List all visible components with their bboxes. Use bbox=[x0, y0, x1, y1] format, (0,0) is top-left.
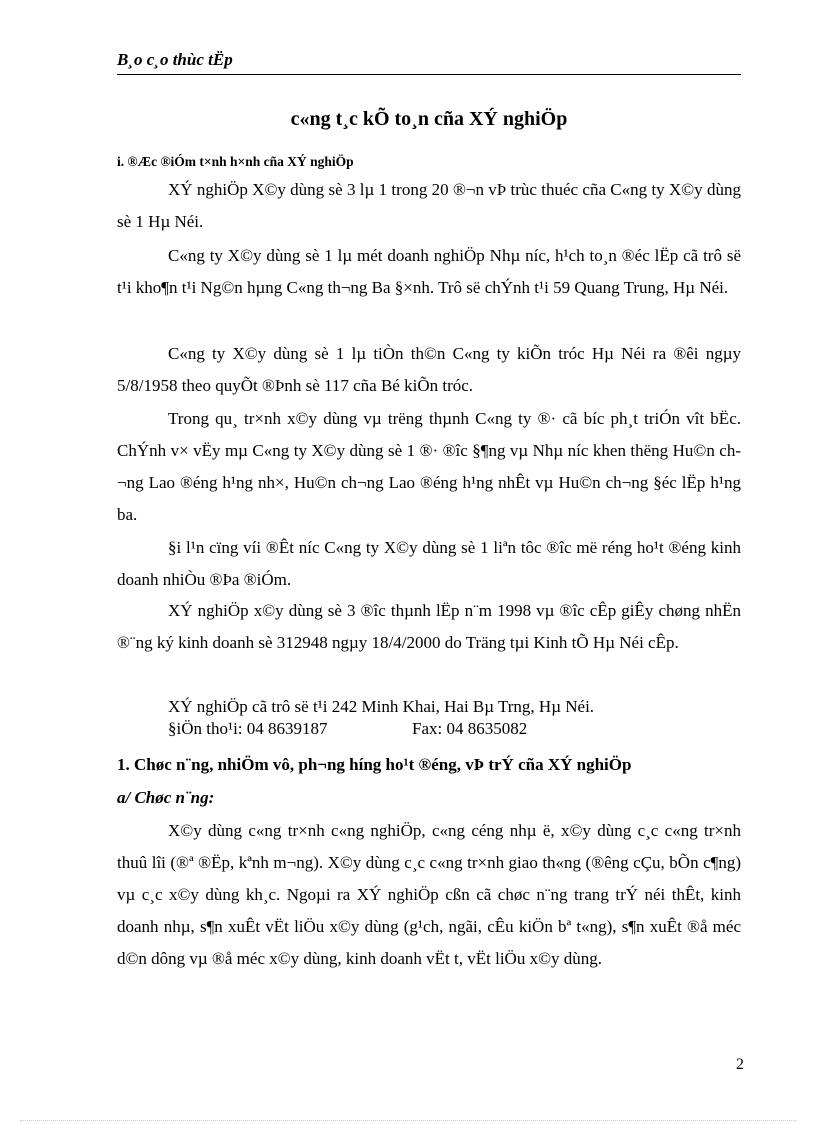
address-line: XÝ nghiÖp cã trô së t¹i 242 Minh Khai, Hai Bµ Trng, Hµ Néi. bbox=[168, 697, 595, 716]
heading-functions-duties: 1. Chøc n¨ng, nhiÖm vô, ph¬ng híng ho¹t ®éng, vÞ trÝ cña XÝ nghiÖp bbox=[117, 755, 632, 774]
document-header: B¸o c¸o thùc tËp bbox=[117, 50, 233, 69]
section-heading: i. ®Æc ®iÓm t×nh h×nh cña XÝ nghiÖp bbox=[117, 154, 354, 169]
header-divider bbox=[117, 74, 741, 75]
paragraph-3: C«ng ty X©y dùng sè 1 lµ tiÒn th©n C«ng ty kiÕn tróc Hµ Néi ra ®êi ngµy 5/8/1958 theo quyÕt ®Þnh sè 117 cña Bé kiÕn tróc. bbox=[117, 344, 741, 395]
paragraph-2: C«ng ty X©y dùng sè 1 lµ mét doanh nghiÖp Nhµ níc, h¹ch to¸n ®éc lËp cã trô së t¹i kho¶n t¹i Ng©n hµng C«ng th¬ng Ba §×nh. Trô së chÝnh t¹i 59 Quang Trung, Hµ Néi. bbox=[117, 246, 741, 297]
page-number: 2 bbox=[736, 1056, 744, 1073]
heading-functions: a/ Chøc n¨ng: bbox=[117, 788, 215, 807]
paragraph-6: XÝ nghiÖp x©y dùng sè 3 ®îc thµnh lËp n¨m 1998 vµ ®îc cÊp giÊy chøng nhËn ®¨ng ký kinh doanh sè 312948 ngµy 18/4/2000 do Träng tµi Kinh tÕ Hµ Néi cÊp. bbox=[117, 601, 741, 652]
fax-line: Fax: 04 8635082 bbox=[412, 719, 528, 738]
paragraph-4: Trong qu¸ tr×nh x©y dùng vµ trëng thµnh C«ng ty ®· cã bíc ph¸t triÓn vît bËc. ChÝnh v× vËy mµ C«ng ty X©y dùng sè 1 ®· ®îc §¶ng vµ Nhµ níc khen thëng Hu©n ch¬ng Lao ®éng h¹ng nh×, Hu©n ch¬ng Lao ®éng h¹ng nhÊt vµ Hu©n ch¬ng §éc lËp h¹ng ba. bbox=[117, 409, 741, 524]
paragraph-functions: X©y dùng c«ng tr×nh c«ng nghiÖp, c«ng céng nhµ ë, x©y dùng c¸c c«ng tr×nh thuû lîi (®ª ®Ëp, kªnh m¬ng). X©y dùng c¸c c«ng tr×nh giao th«ng (®êng cÇu, bÕn c¶ng) vµ c¸c x©y dùng kh¸c. Ngoµi ra XÝ nghiÖp cßn cã chøc n¨ng trang trÝ néi thÊt, kinh doanh nhµ, s¶n xuÊt vËt liÖu x©y dùng (g¹ch, ngãi, cÊu kiÖn bª t«ng), s¶n xuÊt ®å méc d©n dông vµ ®å méc x©y dùng, kinh doanh vËt t, vËt liÖu x©y dùng. bbox=[117, 821, 741, 968]
paragraph-1: XÝ nghiÖp X©y dùng sè 3 lµ 1 trong 20 ®¬n vÞ trùc thuéc cña C«ng ty X©y dùng sè 1 Hµ Néi. bbox=[117, 180, 741, 231]
paragraph-5: §i l¹n cïng víi ®Êt níc C«ng ty X©y dùng sè 1 liªn tôc ®îc më réng ho¹t ®éng kinh doanh nhiÒu ®Þa ®iÓm. bbox=[117, 538, 741, 589]
page-bottom-edge bbox=[20, 1120, 796, 1121]
phone-line: §iÖn tho¹i: 04 8639187 bbox=[168, 719, 328, 738]
document-title: c«ng t¸c kÕ to¸n cña XÝ nghiÖp bbox=[290, 108, 568, 130]
